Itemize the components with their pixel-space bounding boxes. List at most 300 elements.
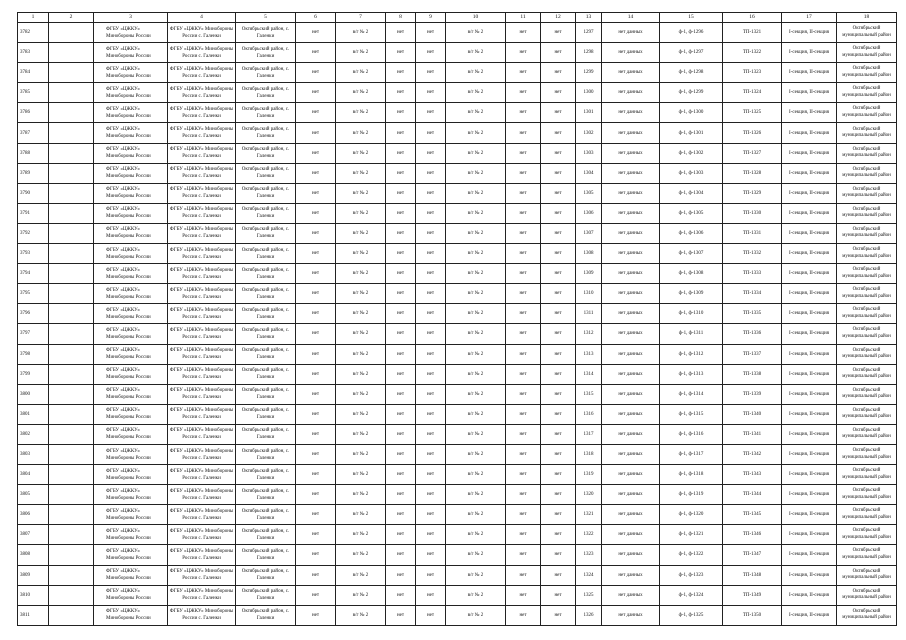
- cell-record-number: 3795: [18, 284, 49, 304]
- cell-blank: [49, 143, 94, 163]
- cell-flag: нет: [386, 203, 416, 223]
- column-number: 1: [18, 13, 49, 23]
- cell-flag: нет: [386, 324, 416, 344]
- cell-flag: нет: [541, 284, 576, 304]
- cell-data-status: нет данных: [602, 284, 660, 304]
- cell-district: Октябрьский муниципальный район: [837, 63, 897, 83]
- table-row: [18, 404, 897, 424]
- cell-flag: нет: [296, 404, 336, 424]
- cell-flag: нет: [506, 545, 541, 565]
- cell-site: в/г № 2: [336, 324, 386, 344]
- cell-data-status: нет данных: [602, 304, 660, 324]
- cell-flag: нет: [506, 585, 541, 605]
- cell-owner: ФГБУ «ЦЖКУ» Минобороны России с. Галенки: [168, 605, 236, 625]
- cell-owner: ФГБУ «ЦЖКУ» Минобороны России с. Галенки: [168, 304, 236, 324]
- column-number: 5: [236, 13, 296, 23]
- cell-sections: I-секция, II-секция: [782, 605, 837, 625]
- cell-data-status: нет данных: [602, 485, 660, 505]
- cell-address: Октябрьский район, с. Галенки: [236, 344, 296, 364]
- cell-feeder: ф-1, ф-1309: [660, 284, 723, 304]
- cell-address: Октябрьский район, с. Галенки: [236, 585, 296, 605]
- cell-district: Октябрьский муниципальный район: [837, 143, 897, 163]
- cell-flag: нет: [296, 103, 336, 123]
- cell-district: Октябрьский муниципальный район: [837, 304, 897, 324]
- cell-flag: нет: [416, 83, 446, 103]
- cell-site: в/г № 2: [336, 23, 386, 43]
- cell-flag: нет: [506, 23, 541, 43]
- table-row: [18, 183, 897, 203]
- cell-object-id: 1312: [576, 324, 602, 344]
- cell-flag: нет: [506, 83, 541, 103]
- cell-owner: ФГБУ «ЦЖКУ» Минобороны России с. Галенки: [168, 203, 236, 223]
- cell-substation: ТП-1350: [723, 605, 782, 625]
- cell-sections: I-секция, II-секция: [782, 203, 837, 223]
- cell-flag: нет: [386, 525, 416, 545]
- cell-record-number: 3789: [18, 163, 49, 183]
- cell-flag: нет: [386, 505, 416, 525]
- cell-operator: ФГБУ «ЦЖКУ» Минобороны России: [94, 324, 168, 344]
- cell-flag: нет: [416, 103, 446, 123]
- cell-flag: нет: [386, 384, 416, 404]
- cell-operator: ФГБУ «ЦЖКУ» Минобороны России: [94, 304, 168, 324]
- cell-record-number: 3807: [18, 525, 49, 545]
- cell-record-number: 3799: [18, 364, 49, 384]
- cell-feeder: ф-1, ф-1324: [660, 585, 723, 605]
- cell-flag: нет: [386, 485, 416, 505]
- cell-owner: ФГБУ «ЦЖКУ» Минобороны России с. Галенки: [168, 384, 236, 404]
- cell-sections: I-секция, II-секция: [782, 43, 837, 63]
- cell-flag: нет: [541, 525, 576, 545]
- cell-site: в/г № 2: [446, 23, 506, 43]
- table-row: [18, 23, 897, 43]
- cell-flag: нет: [416, 163, 446, 183]
- cell-sections: I-секция, II-секция: [782, 565, 837, 585]
- cell-site: в/г № 2: [446, 223, 506, 243]
- cell-data-status: нет данных: [602, 465, 660, 485]
- cell-operator: ФГБУ «ЦЖКУ» Минобороны России: [94, 123, 168, 143]
- cell-data-status: нет данных: [602, 183, 660, 203]
- cell-owner: ФГБУ «ЦЖКУ» Минобороны России с. Галенки: [168, 43, 236, 63]
- cell-owner: ФГБУ «ЦЖКУ» Минобороны России с. Галенки: [168, 223, 236, 243]
- cell-data-status: нет данных: [602, 424, 660, 444]
- cell-operator: ФГБУ «ЦЖКУ» Минобороны России: [94, 223, 168, 243]
- cell-operator: ФГБУ «ЦЖКУ» Минобороны России: [94, 244, 168, 264]
- cell-record-number: 3796: [18, 304, 49, 324]
- cell-flag: нет: [506, 183, 541, 203]
- cell-flag: нет: [541, 63, 576, 83]
- cell-site: в/г № 2: [336, 404, 386, 424]
- cell-feeder: ф-1, ф-1305: [660, 203, 723, 223]
- cell-flag: нет: [506, 284, 541, 304]
- cell-feeder: ф-1, ф-1308: [660, 264, 723, 284]
- cell-flag: нет: [296, 23, 336, 43]
- cell-object-id: 1322: [576, 525, 602, 545]
- cell-object-id: 1314: [576, 364, 602, 384]
- cell-flag: нет: [386, 585, 416, 605]
- cell-feeder: ф-1, ф-1317: [660, 444, 723, 464]
- cell-operator: ФГБУ «ЦЖКУ» Минобороны России: [94, 404, 168, 424]
- cell-substation: ТП-1349: [723, 585, 782, 605]
- cell-object-id: 1307: [576, 223, 602, 243]
- cell-object-id: 1297: [576, 23, 602, 43]
- cell-substation: ТП-1348: [723, 565, 782, 585]
- cell-flag: нет: [506, 324, 541, 344]
- cell-site: в/г № 2: [446, 465, 506, 485]
- cell-address: Октябрьский район, с. Галенки: [236, 63, 296, 83]
- cell-object-id: 1310: [576, 284, 602, 304]
- cell-object-id: 1316: [576, 404, 602, 424]
- cell-district: Октябрьский муниципальный район: [837, 103, 897, 123]
- cell-flag: нет: [296, 605, 336, 625]
- cell-data-status: нет данных: [602, 264, 660, 284]
- cell-object-id: 1304: [576, 163, 602, 183]
- cell-flag: нет: [416, 203, 446, 223]
- cell-blank: [49, 404, 94, 424]
- cell-flag: нет: [541, 23, 576, 43]
- cell-record-number: 3790: [18, 183, 49, 203]
- cell-owner: ФГБУ «ЦЖКУ» Минобороны России с. Галенки: [168, 344, 236, 364]
- cell-flag: нет: [506, 103, 541, 123]
- cell-substation: ТП-1345: [723, 505, 782, 525]
- cell-data-status: нет данных: [602, 444, 660, 464]
- cell-blank: [49, 344, 94, 364]
- cell-sections: I-секция, II-секция: [782, 63, 837, 83]
- cell-sections: I-секция, II-секция: [782, 244, 837, 264]
- cell-record-number: 3803: [18, 444, 49, 464]
- cell-blank: [49, 465, 94, 485]
- cell-address: Октябрьский район, с. Галенки: [236, 244, 296, 264]
- cell-object-id: 1319: [576, 465, 602, 485]
- cell-flag: нет: [506, 123, 541, 143]
- cell-blank: [49, 123, 94, 143]
- cell-flag: нет: [541, 264, 576, 284]
- cell-operator: ФГБУ «ЦЖКУ» Минобороны России: [94, 143, 168, 163]
- cell-object-id: 1325: [576, 585, 602, 605]
- cell-flag: нет: [416, 344, 446, 364]
- cell-district: Октябрьский муниципальный район: [837, 344, 897, 364]
- cell-district: Октябрьский муниципальный район: [837, 23, 897, 43]
- cell-operator: ФГБУ «ЦЖКУ» Минобороны России: [94, 264, 168, 284]
- cell-flag: нет: [296, 565, 336, 585]
- cell-site: в/г № 2: [446, 284, 506, 304]
- cell-flag: нет: [541, 424, 576, 444]
- cell-object-id: 1320: [576, 485, 602, 505]
- column-number: 14: [602, 13, 660, 23]
- cell-flag: нет: [541, 203, 576, 223]
- cell-address: Октябрьский район, с. Галенки: [236, 364, 296, 384]
- cell-flag: нет: [506, 344, 541, 364]
- cell-data-status: нет данных: [602, 43, 660, 63]
- cell-object-id: 1324: [576, 565, 602, 585]
- cell-substation: ТП-1338: [723, 364, 782, 384]
- cell-substation: ТП-1337: [723, 344, 782, 364]
- table-row: [18, 505, 897, 525]
- table-row: [18, 304, 897, 324]
- cell-address: Октябрьский район, с. Галенки: [236, 505, 296, 525]
- cell-flag: нет: [296, 163, 336, 183]
- cell-data-status: нет данных: [602, 525, 660, 545]
- cell-site: в/г № 2: [446, 545, 506, 565]
- cell-district: Октябрьский муниципальный район: [837, 424, 897, 444]
- cell-district: Октябрьский муниципальный район: [837, 244, 897, 264]
- cell-site: в/г № 2: [336, 284, 386, 304]
- cell-flag: нет: [386, 143, 416, 163]
- cell-district: Октябрьский муниципальный район: [837, 485, 897, 505]
- cell-flag: нет: [386, 83, 416, 103]
- cell-address: Октябрьский район, с. Галенки: [236, 103, 296, 123]
- cell-flag: нет: [296, 83, 336, 103]
- cell-site: в/г № 2: [446, 183, 506, 203]
- cell-site: в/г № 2: [336, 203, 386, 223]
- cell-flag: нет: [506, 505, 541, 525]
- cell-site: в/г № 2: [446, 585, 506, 605]
- cell-operator: ФГБУ «ЦЖКУ» Минобороны России: [94, 505, 168, 525]
- cell-district: Октябрьский муниципальный район: [837, 465, 897, 485]
- cell-record-number: 3802: [18, 424, 49, 444]
- cell-sections: I-секция, II-секция: [782, 585, 837, 605]
- cell-object-id: 1306: [576, 203, 602, 223]
- cell-sections: I-секция, II-секция: [782, 23, 837, 43]
- cell-operator: ФГБУ «ЦЖКУ» Минобороны России: [94, 565, 168, 585]
- cell-flag: нет: [416, 444, 446, 464]
- cell-flag: нет: [506, 364, 541, 384]
- cell-substation: ТП-1340: [723, 404, 782, 424]
- cell-blank: [49, 264, 94, 284]
- cell-flag: нет: [541, 505, 576, 525]
- cell-flag: нет: [296, 123, 336, 143]
- cell-flag: нет: [541, 143, 576, 163]
- cell-site: в/г № 2: [336, 103, 386, 123]
- cell-blank: [49, 525, 94, 545]
- cell-flag: нет: [541, 324, 576, 344]
- cell-flag: нет: [386, 244, 416, 264]
- registry-table: [17, 12, 897, 626]
- cell-owner: ФГБУ «ЦЖКУ» Минобороны России с. Галенки: [168, 143, 236, 163]
- cell-blank: [49, 444, 94, 464]
- cell-operator: ФГБУ «ЦЖКУ» Минобороны России: [94, 23, 168, 43]
- cell-record-number: 3804: [18, 465, 49, 485]
- cell-data-status: нет данных: [602, 364, 660, 384]
- cell-address: Октябрьский район, с. Галенки: [236, 304, 296, 324]
- cell-sections: I-секция, II-секция: [782, 83, 837, 103]
- cell-operator: ФГБУ «ЦЖКУ» Минобороны России: [94, 605, 168, 625]
- cell-flag: нет: [416, 424, 446, 444]
- cell-owner: ФГБУ «ЦЖКУ» Минобороны России с. Галенки: [168, 424, 236, 444]
- cell-flag: нет: [506, 43, 541, 63]
- cell-data-status: нет данных: [602, 203, 660, 223]
- cell-district: Октябрьский муниципальный район: [837, 183, 897, 203]
- cell-record-number: 3788: [18, 143, 49, 163]
- cell-district: Октябрьский муниципальный район: [837, 404, 897, 424]
- cell-blank: [49, 565, 94, 585]
- cell-owner: ФГБУ «ЦЖКУ» Минобороны России с. Галенки: [168, 244, 236, 264]
- cell-owner: ФГБУ «ЦЖКУ» Минобороны России с. Галенки: [168, 364, 236, 384]
- cell-site: в/г № 2: [336, 364, 386, 384]
- cell-flag: нет: [416, 244, 446, 264]
- cell-blank: [49, 23, 94, 43]
- cell-sections: I-секция, II-секция: [782, 505, 837, 525]
- cell-flag: нет: [296, 465, 336, 485]
- cell-substation: ТП-1331: [723, 223, 782, 243]
- cell-record-number: 3811: [18, 605, 49, 625]
- cell-object-id: 1308: [576, 244, 602, 264]
- cell-flag: нет: [506, 264, 541, 284]
- cell-flag: нет: [386, 404, 416, 424]
- cell-data-status: нет данных: [602, 23, 660, 43]
- cell-feeder: ф-1, ф-1319: [660, 485, 723, 505]
- cell-flag: нет: [506, 163, 541, 183]
- cell-flag: нет: [541, 43, 576, 63]
- cell-flag: нет: [296, 485, 336, 505]
- cell-flag: нет: [506, 424, 541, 444]
- column-number: 12: [541, 13, 576, 23]
- cell-feeder: ф-1, ф-1301: [660, 123, 723, 143]
- cell-flag: нет: [296, 143, 336, 163]
- cell-substation: ТП-1325: [723, 103, 782, 123]
- cell-flag: нет: [296, 223, 336, 243]
- cell-operator: ФГБУ «ЦЖКУ» Минобороны России: [94, 43, 168, 63]
- cell-flag: нет: [386, 223, 416, 243]
- cell-address: Октябрьский район, с. Галенки: [236, 424, 296, 444]
- cell-address: Октябрьский район, с. Галенки: [236, 43, 296, 63]
- cell-site: в/г № 2: [446, 244, 506, 264]
- cell-feeder: ф-1, ф-1313: [660, 364, 723, 384]
- cell-flag: нет: [416, 485, 446, 505]
- cell-owner: ФГБУ «ЦЖКУ» Минобороны России с. Галенки: [168, 103, 236, 123]
- cell-substation: ТП-1336: [723, 324, 782, 344]
- cell-sections: I-секция, II-секция: [782, 485, 837, 505]
- cell-owner: ФГБУ «ЦЖКУ» Минобороны России с. Галенки: [168, 63, 236, 83]
- cell-flag: нет: [386, 163, 416, 183]
- table-row: [18, 103, 897, 123]
- cell-feeder: ф-1, ф-1310: [660, 304, 723, 324]
- cell-flag: нет: [386, 605, 416, 625]
- cell-flag: нет: [541, 565, 576, 585]
- cell-sections: I-секция, II-секция: [782, 525, 837, 545]
- cell-feeder: ф-1, ф-1316: [660, 424, 723, 444]
- cell-flag: нет: [386, 565, 416, 585]
- cell-data-status: нет данных: [602, 404, 660, 424]
- cell-record-number: 3805: [18, 485, 49, 505]
- cell-object-id: 1301: [576, 103, 602, 123]
- cell-flag: нет: [416, 304, 446, 324]
- cell-flag: нет: [541, 123, 576, 143]
- cell-data-status: нет данных: [602, 63, 660, 83]
- cell-address: Октябрьский район, с. Галенки: [236, 565, 296, 585]
- cell-district: Октябрьский муниципальный район: [837, 264, 897, 284]
- cell-sections: I-секция, II-секция: [782, 123, 837, 143]
- cell-site: в/г № 2: [336, 465, 386, 485]
- table-row: [18, 545, 897, 565]
- column-number: 18: [837, 13, 897, 23]
- cell-flag: нет: [506, 203, 541, 223]
- cell-owner: ФГБУ «ЦЖКУ» Минобороны России с. Галенки: [168, 324, 236, 344]
- cell-site: в/г № 2: [336, 585, 386, 605]
- cell-owner: ФГБУ «ЦЖКУ» Минобороны России с. Галенки: [168, 163, 236, 183]
- cell-flag: нет: [541, 404, 576, 424]
- cell-data-status: нет данных: [602, 223, 660, 243]
- cell-blank: [49, 364, 94, 384]
- cell-address: Октябрьский район, с. Галенки: [236, 143, 296, 163]
- table-row: [18, 465, 897, 485]
- cell-data-status: нет данных: [602, 83, 660, 103]
- cell-flag: нет: [386, 424, 416, 444]
- cell-site: в/г № 2: [336, 424, 386, 444]
- cell-substation: ТП-1323: [723, 63, 782, 83]
- cell-object-id: 1305: [576, 183, 602, 203]
- cell-owner: ФГБУ «ЦЖКУ» Минобороны России с. Галенки: [168, 264, 236, 284]
- cell-data-status: нет данных: [602, 384, 660, 404]
- cell-sections: I-секция, II-секция: [782, 183, 837, 203]
- cell-feeder: ф-1, ф-1302: [660, 143, 723, 163]
- cell-feeder: ф-1, ф-1311: [660, 324, 723, 344]
- cell-substation: ТП-1341: [723, 424, 782, 444]
- cell-district: Октябрьский муниципальный район: [837, 384, 897, 404]
- cell-feeder: ф-1, ф-1322: [660, 545, 723, 565]
- cell-record-number: 3792: [18, 223, 49, 243]
- cell-site: в/г № 2: [336, 123, 386, 143]
- cell-flag: нет: [386, 23, 416, 43]
- cell-substation: ТП-1344: [723, 485, 782, 505]
- cell-site: в/г № 2: [446, 384, 506, 404]
- cell-substation: ТП-1321: [723, 23, 782, 43]
- cell-substation: ТП-1330: [723, 203, 782, 223]
- cell-address: Октябрьский район, с. Галенки: [236, 264, 296, 284]
- cell-record-number: 3791: [18, 203, 49, 223]
- cell-site: в/г № 2: [336, 444, 386, 464]
- cell-flag: нет: [541, 364, 576, 384]
- cell-address: Октябрьский район, с. Галенки: [236, 404, 296, 424]
- table-row: [18, 63, 897, 83]
- table-row: [18, 83, 897, 103]
- cell-flag: нет: [416, 605, 446, 625]
- cell-flag: нет: [541, 384, 576, 404]
- cell-feeder: ф-1, ф-1296: [660, 23, 723, 43]
- cell-owner: ФГБУ «ЦЖКУ» Минобороны России с. Галенки: [168, 545, 236, 565]
- cell-substation: ТП-1347: [723, 545, 782, 565]
- cell-substation: ТП-1327: [723, 143, 782, 163]
- cell-sections: I-секция, II-секция: [782, 444, 837, 464]
- cell-flag: нет: [416, 183, 446, 203]
- table-row: [18, 424, 897, 444]
- cell-record-number: 3785: [18, 83, 49, 103]
- column-number: 15: [660, 13, 723, 23]
- cell-flag: нет: [296, 264, 336, 284]
- cell-site: в/г № 2: [336, 344, 386, 364]
- cell-sections: I-секция, II-секция: [782, 404, 837, 424]
- cell-blank: [49, 324, 94, 344]
- cell-site: в/г № 2: [446, 444, 506, 464]
- cell-flag: нет: [416, 23, 446, 43]
- cell-site: в/г № 2: [336, 83, 386, 103]
- cell-site: в/г № 2: [446, 424, 506, 444]
- cell-feeder: ф-1, ф-1323: [660, 565, 723, 585]
- cell-data-status: нет данных: [602, 344, 660, 364]
- cell-flag: нет: [296, 545, 336, 565]
- cell-site: в/г № 2: [336, 525, 386, 545]
- cell-blank: [49, 83, 94, 103]
- cell-flag: нет: [296, 203, 336, 223]
- cell-site: в/г № 2: [336, 384, 386, 404]
- column-number-row: [18, 13, 897, 23]
- cell-flag: нет: [541, 244, 576, 264]
- cell-flag: нет: [506, 304, 541, 324]
- cell-sections: I-секция, II-секция: [782, 465, 837, 485]
- cell-substation: ТП-1339: [723, 384, 782, 404]
- cell-flag: нет: [416, 565, 446, 585]
- cell-district: Октябрьский муниципальный район: [837, 545, 897, 565]
- cell-owner: ФГБУ «ЦЖКУ» Минобороны России с. Галенки: [168, 465, 236, 485]
